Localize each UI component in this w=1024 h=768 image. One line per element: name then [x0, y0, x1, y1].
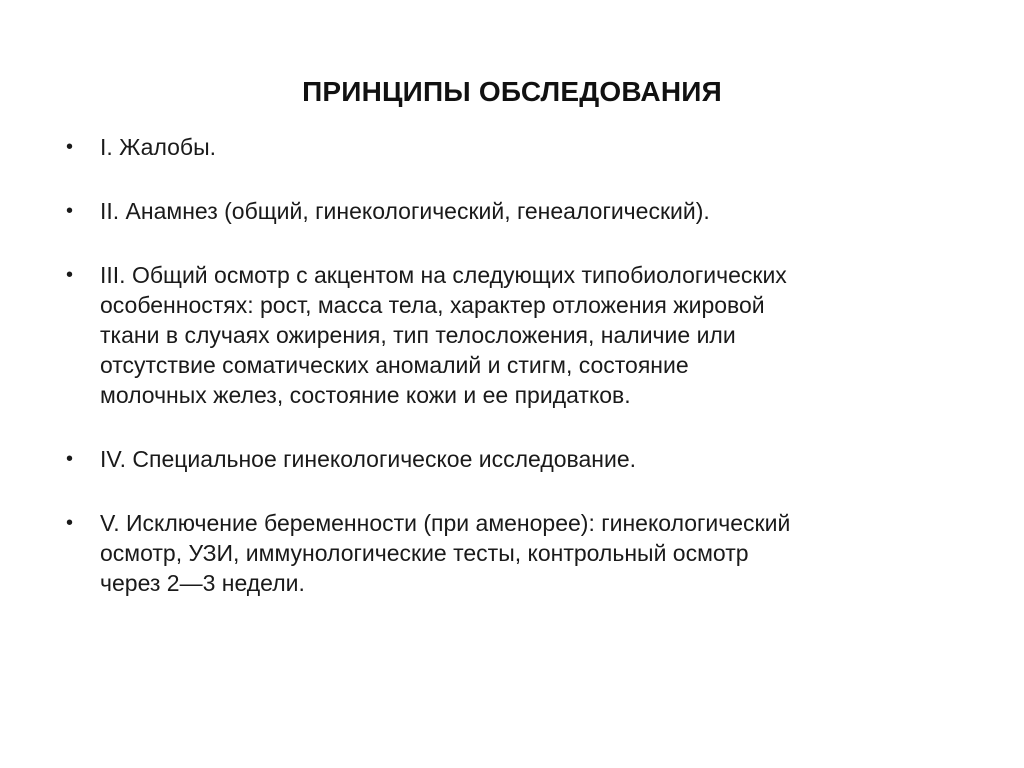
list-item	[66, 260, 966, 410]
list-item	[66, 508, 966, 598]
list-item-text: I. Жалобы.	[100, 134, 217, 160]
list-item-text: V. Исключение беременности (при аменорее): гинекологический осмотр, УЗИ, иммунологические тесты, контрольный осмотр через 2—3 недели.	[100, 510, 791, 596]
bullet-icon: •	[66, 200, 74, 222]
bullet-icon: •	[66, 136, 74, 158]
slide-title: ПРИНЦИПЫ ОБСЛЕДОВАНИЯ	[302, 76, 722, 107]
bullet-icon: •	[66, 448, 74, 470]
principles-list	[66, 132, 966, 598]
list-item	[66, 132, 966, 162]
list-item-text: IV. Специальное гинекологическое исследование.	[100, 446, 637, 472]
list-item-text: III. Общий осмотр с акцентом на следующих типобиологических особенностях: рост, масса тела, характер отложения жировой ткани в случаях ожирения, тип телосложения, наличие или отсутствие соматических аномалий и стигм, состояние молочных желез, состояние кожи и ее придатков.	[100, 262, 787, 408]
bullet-icon: •	[66, 512, 74, 534]
list-item	[66, 444, 966, 474]
bullet-icon: •	[66, 264, 74, 286]
list-item	[66, 196, 966, 226]
list-item-text: II. Анамнез (общий, гинекологический, генеалогический).	[100, 198, 710, 224]
